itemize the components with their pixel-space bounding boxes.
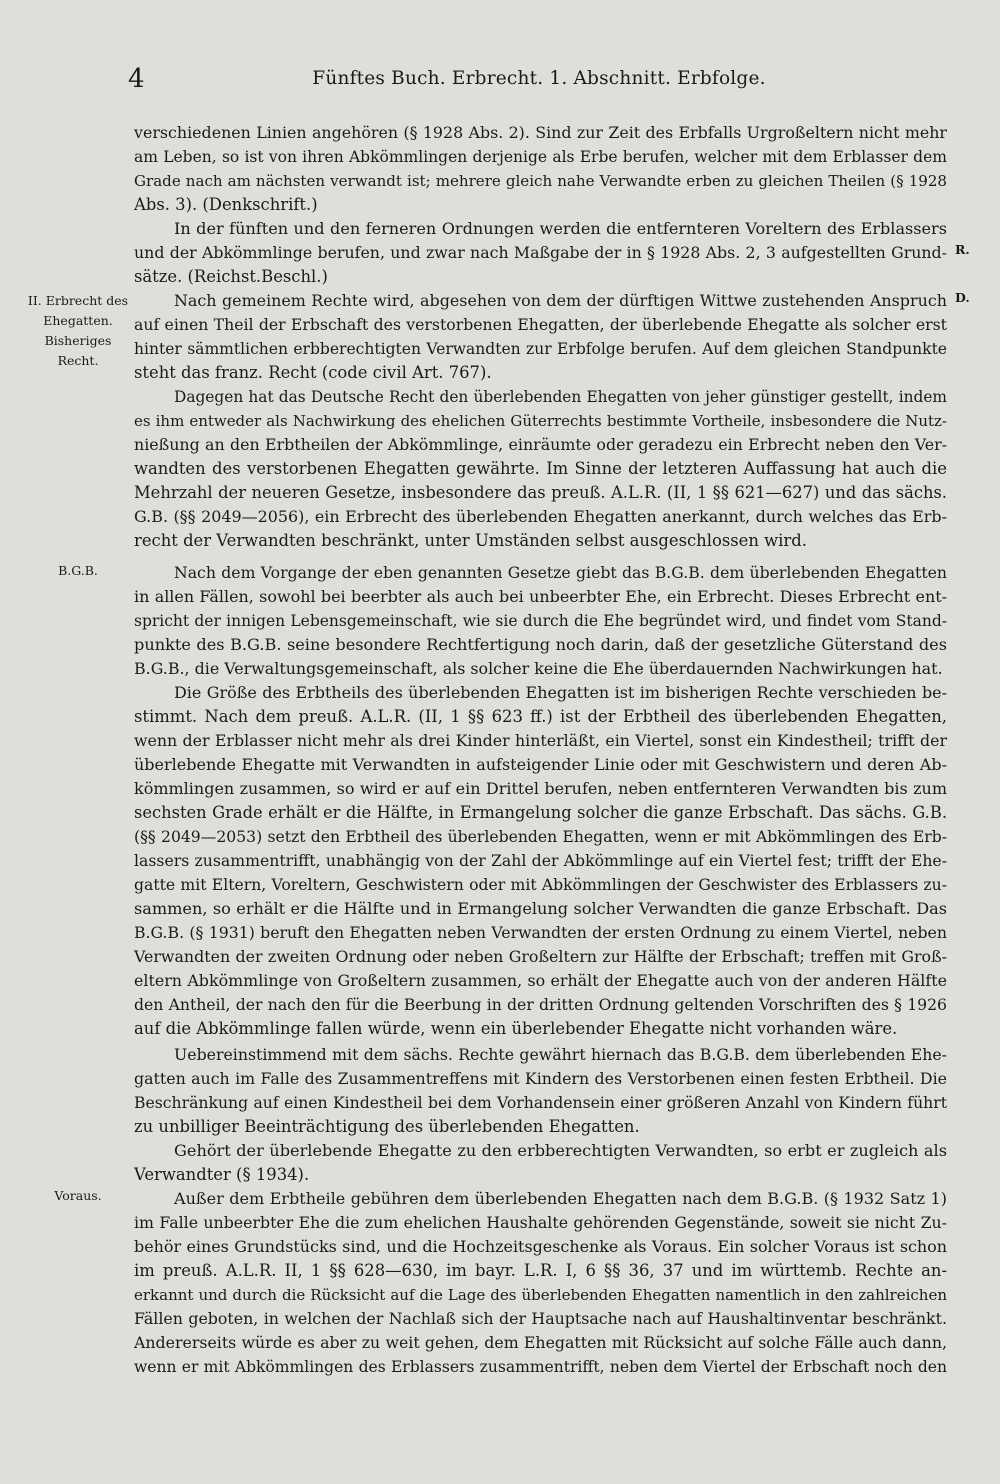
text-line: und der Abkömmlinge berufen, und zwar nach Maßgabe der in § 1928 Abs. 2, 3 aufgestellten Grund- [134, 243, 947, 262]
text-line: sätze. (Reichst.Beschl.) [134, 267, 328, 286]
text-line: überlebende Ehegatte mit Verwandten in aufsteigender Linie oder mit Geschwistern und deren Ab- [134, 755, 947, 774]
page-header [128, 64, 950, 94]
text-line: behör eines Grundstücks sind, und die Hochzeitsgeschenke als Voraus. Ein solcher Voraus ist schon [134, 1237, 947, 1256]
text-line: Gehört der überlebende Ehegatte zu den erbberechtigten Verwandten, so erbt er zugleich als [174, 1141, 947, 1160]
text-line: in allen Fällen, sowohl bei beerbter als auch bei unbeerbter Ehe, ein Erbrecht. Dieses Erbrecht ent- [134, 587, 947, 606]
text-line: wenn der Erblasser nicht mehr als drei Kinder hinterläßt, ein Viertel, sonst ein Kindestheil; trifft der [134, 731, 947, 750]
text-line: steht das franz. Recht (code civil Art. 767). [134, 363, 492, 382]
text-line: nießung an den Erbtheilen der Abkömmlinge, einräumte oder geradezu ein Erbrecht neben den Ver- [134, 435, 947, 454]
text-line: Andererseits würde es aber zu weit gehen, dem Ehegatten mit Rücksicht auf solche Fälle auch dann, [134, 1333, 947, 1352]
running-head: Fünftes Buch. Erbrecht. 1. Abschnitt. Erbfolge. [312, 68, 766, 89]
text-line: stimmt. Nach dem preuß. A.L.R. (II, 1 §§ 623 ff.) ist der Erbtheil des überlebenden Ehegatten, [134, 707, 947, 726]
margin-note-erbrecht-des: II. Erbrecht des [27, 293, 129, 308]
text-line: spricht der innigen Lebensgemeinschaft, wie sie durch die Ehe begründet wird, und findet vom Stand- [134, 612, 947, 630]
text-line: B.G.B. (§ 1931) beruft den Ehegatten neben Verwandten der ersten Ordnung zu einem Viertel, neben [134, 923, 947, 942]
text-line: eltern Abkömmlinge von Großeltern zusammen, so erhält der Ehegatte auch von der anderen Hälfte [134, 971, 947, 990]
text-line: Die Größe des Erbtheils des überlebenden Ehegatten ist im bisherigen Rechte verschieden be- [174, 683, 947, 702]
margin-note-bgb: B.G.B. [58, 563, 98, 578]
text-line: lassers zusammentrifft, unabhängig von der Zahl der Abkömmlinge auf ein Viertel fest; trifft der Ehe- [134, 851, 947, 870]
text-line: am Leben, so ist von ihren Abkömmlingen derjenige als Erbe berufen, welcher mit dem Erblasser dem [134, 148, 947, 166]
text-line: Abs. 3). (Denkschrift.) [134, 195, 318, 214]
text-line: sechsten Grade erhält er die Hälfte, in Ermangelung solcher die ganze Erbschaft. Das sächs. G.B. [134, 803, 947, 822]
text-line: Grade nach am nächsten verwandt ist; mehrere gleich nahe Verwandte erben zu gleichen Theilen (§ 1928 [134, 172, 947, 190]
margin-letter-d: D. [955, 290, 970, 305]
text-line: Uebereinstimmend mit dem sächs. Rechte gewährt hiernach das B.G.B. dem überlebenden Ehe- [174, 1045, 947, 1064]
text-line: In der fünften und den ferneren Ordnungen werden die entfernteren Voreltern des Erblassers [174, 219, 947, 238]
text-line: hinter sämmtlichen erbberechtigten Verwandten zur Erbfolge berufen. Auf dem gleichen Standpunkte [134, 340, 947, 358]
text-line: Nach gemeinem Rechte wird, abgesehen von dem der dürftigen Wittwe zustehenden Anspruch [174, 291, 947, 310]
text-line: es ihm entweder als Nachwirkung des ehelichen Güterrechts bestimmte Vortheile, insbesondere die Nutz- [134, 412, 947, 430]
text-line: Mehrzahl der neueren Gesetze, insbesondere das preuß. A.L.R. (II, 1 §§ 621—627) und das sächs. [134, 483, 947, 502]
text-line: Verwandter (§ 1934). [134, 1165, 310, 1184]
text-line: wandten des verstorbenen Ehegatten gewährte. Im Sinne der letzteren Auffassung hat auch die [134, 459, 947, 478]
text-line: zu unbilliger Beeinträchtigung des überlebenden Ehegatten. [134, 1117, 640, 1136]
text-line: recht der Verwandten beschränkt, unter Umständen selbst ausgeschlossen wird. [134, 531, 807, 550]
text-line: verschiedenen Linien angehören (§ 1928 Abs. 2). Sind zur Zeit des Erbfalls Urgroßeltern nicht mehr [134, 123, 947, 142]
text-line: erkannt und durch die Rücksicht auf die Lage des überlebenden Ehegatten namentlich in den zahlreichen [134, 1286, 947, 1304]
text-line: Außer dem Erbtheile gebühren dem überlebenden Ehegatten nach dem B.G.B. (§ 1932 Satz 1) [174, 1189, 947, 1208]
text-line: Dagegen hat das Deutsche Recht den überlebenden Ehegatten von jeher günstiger gestellt, indem [174, 388, 947, 406]
margin-note-voraus: Voraus. [54, 1188, 102, 1203]
text-line: Beschränkung auf einen Kindestheil bei dem Vorhandensein einer größeren Anzahl von Kindern führt [134, 1093, 947, 1112]
text-line: den Antheil, der nach den für die Beerbung in der dritten Ordnung geltenden Vorschriften des § 1926 [134, 995, 947, 1014]
margin-note-recht: Recht. [57, 353, 99, 368]
text-line: punkte des B.G.B. seine besondere Rechtfertigung noch darin, daß der gesetzliche Güterstand des [134, 635, 947, 654]
text-line: gatte mit Eltern, Voreltern, Geschwistern oder mit Abkömmlingen der Geschwister des Erblassers zu- [134, 875, 947, 894]
text-line: im preuß. A.L.R. II, 1 §§ 628—630, im bayr. L.R. I, 6 §§ 36, 37 und im württemb. Rechte an- [134, 1261, 947, 1280]
page-number: 4 [128, 64, 145, 94]
margin-letter-r: R. [955, 242, 970, 257]
text-line: auf einen Theil der Erbschaft des verstorbenen Ehegatten, der überlebende Ehegatte als solcher erst [134, 315, 947, 334]
text-line: auf die Abkömmlinge fallen würde, wenn ein überlebender Ehegatte nicht vorhanden wäre. [134, 1019, 898, 1038]
text-line: kömmlingen zusammen, so wird er auf ein Drittel berufen, neben entfernteren Verwandten bis zum [134, 779, 947, 798]
text-line: G.B. (§§ 2049—2056), ein Erbrecht des überlebenden Ehegatten anerkannt, durch welches das Erb- [134, 507, 947, 526]
text-line: B.G.B., die Verwaltungsgemeinschaft, als solcher keine die Ehe überdauernden Nachwirkungen hat. [134, 659, 943, 678]
margin-note-bisheriges: Bisheriges [44, 333, 112, 348]
text-line: Verwandten der zweiten Ordnung oder neben Großeltern zur Hälfte der Erbschaft; treffen mit Groß- [134, 947, 947, 966]
text-line: (§§ 2049—2053) setzt den Erbtheil des überlebenden Ehegatten, wenn er mit Abkömmlingen des Erb- [134, 828, 947, 846]
text-line: Fällen geboten, in welchen der Nachlaß sich der Hauptsache nach auf Haushaltinventar beschränkt. [134, 1309, 947, 1328]
margin-note-ehegatten: Ehegatten. [43, 313, 113, 328]
text-line: wenn er mit Abkömmlingen des Erblassers zusammentrifft, neben dem Viertel der Erbschaft noch den [134, 1358, 947, 1376]
text-line: gatten auch im Falle des Zusammentreffens mit Kindern des Verstorbenen einen festen Erbtheil. Die [134, 1069, 947, 1088]
text-line: im Falle unbeerbter Ehe die zum ehelichen Haushalte gehörenden Gegenstände, soweit sie nicht Zu- [134, 1213, 947, 1232]
text-line: Nach dem Vorgange der eben genannten Gesetze giebt das B.G.B. dem überlebenden Ehegatten [174, 563, 947, 582]
text-line: sammen, so erhält er die Hälfte und in Ermangelung solcher Verwandten die ganze Erbschaft. Das [134, 899, 947, 918]
